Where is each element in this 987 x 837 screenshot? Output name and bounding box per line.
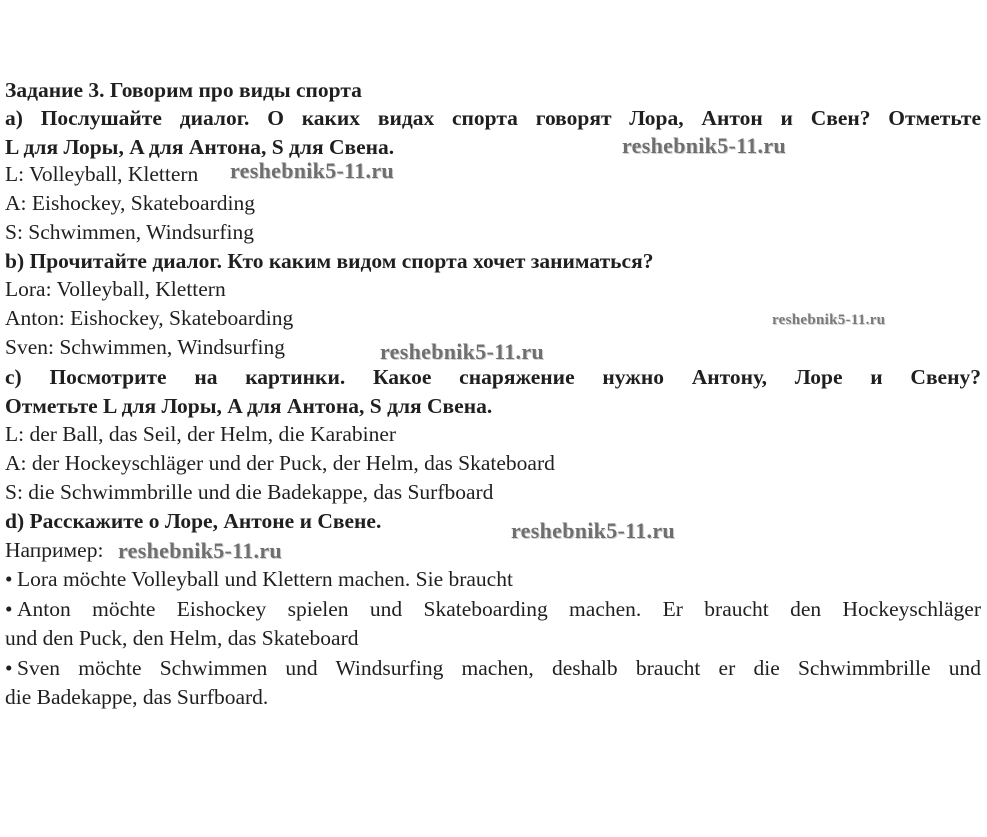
part-b-answer-anton: Anton: Eishockey, Skateboarding	[5, 306, 294, 330]
part-d-bullet-lora	[5, 565, 981, 594]
part-a-heading-line2: L для Лоры, A для Антона, S для Свена.	[5, 135, 395, 159]
watermark: reshebnik5-11.ru	[230, 158, 394, 183]
part-c-heading-line1: c) Посмотрите на картинки. Какое снаряжение нужно Антону, Лоре и Свену?	[5, 365, 981, 389]
watermark: reshebnik5-11.ru	[622, 133, 786, 158]
watermark: reshebnik5-11.ru	[380, 339, 544, 364]
part-d-bullet-sven	[5, 654, 981, 683]
part-d-heading: d) Расскажите о Лоре, Антоне и Свене.	[5, 509, 382, 533]
part-c-answer-a: A: der Hockeyschläger und der Puck, der Helm, das Skateboard	[5, 451, 555, 475]
part-d-example-label: Например:	[5, 538, 104, 562]
watermark: reshebnik5-11.ru	[511, 518, 675, 543]
task-title: Задание 3. Говорим про виды спорта	[5, 78, 362, 102]
bullet-marker: •	[5, 567, 13, 591]
part-a-answer-a: A: Eishockey, Skateboarding	[5, 191, 255, 215]
watermark: reshebnik5-11.ru	[118, 538, 282, 563]
part-d-bullet-anton	[5, 595, 981, 624]
part-b-answer-sven: Sven: Schwimmen, Windsurfing	[5, 335, 286, 359]
part-d-bullet-anton-cont: und den Puck, den Helm, das Skateboard	[5, 626, 359, 650]
bullet-text: Sven möchte Schwimmen und Windsurfing machen, deshalb braucht er die Schwimmbrille und	[17, 656, 981, 680]
bullet-text: Lora möchte Volleyball und Klettern machen. Sie braucht	[17, 567, 513, 591]
part-a-answer-l: L: Volleyball, Klettern	[5, 162, 199, 186]
bullet-text: Anton möchte Eishockey spielen und Skateboarding machen. Er braucht den Hockeyschläger	[17, 597, 981, 621]
part-d-bullet-sven-cont: die Badekappe, das Surfboard.	[5, 685, 269, 709]
part-b-heading: b) Прочитайте диалог. Кто каким видом спорта хочет заниматься?	[5, 249, 654, 273]
bullet-marker: •	[5, 656, 13, 680]
part-c-answer-l: L: der Ball, das Seil, der Helm, die Karabiner	[5, 422, 397, 446]
part-c-answer-s: S: die Schwimmbrille und die Badekappe, das Surfboard	[5, 480, 494, 504]
part-c-heading-line2: Отметьте L для Лоры, A для Антона, S для Свена.	[5, 394, 493, 418]
part-b-answer-lora: Lora: Volleyball, Klettern	[5, 277, 226, 301]
part-a-heading-line1: a) Послушайте диалог. О каких видах спорта говорят Лора, Антон и Свен? Отметьте	[5, 106, 981, 130]
part-a-answer-s: S: Schwimmen, Windsurfing	[5, 220, 254, 244]
bullet-marker: •	[5, 597, 13, 621]
watermark: reshebnik5-11.ru	[772, 312, 886, 328]
